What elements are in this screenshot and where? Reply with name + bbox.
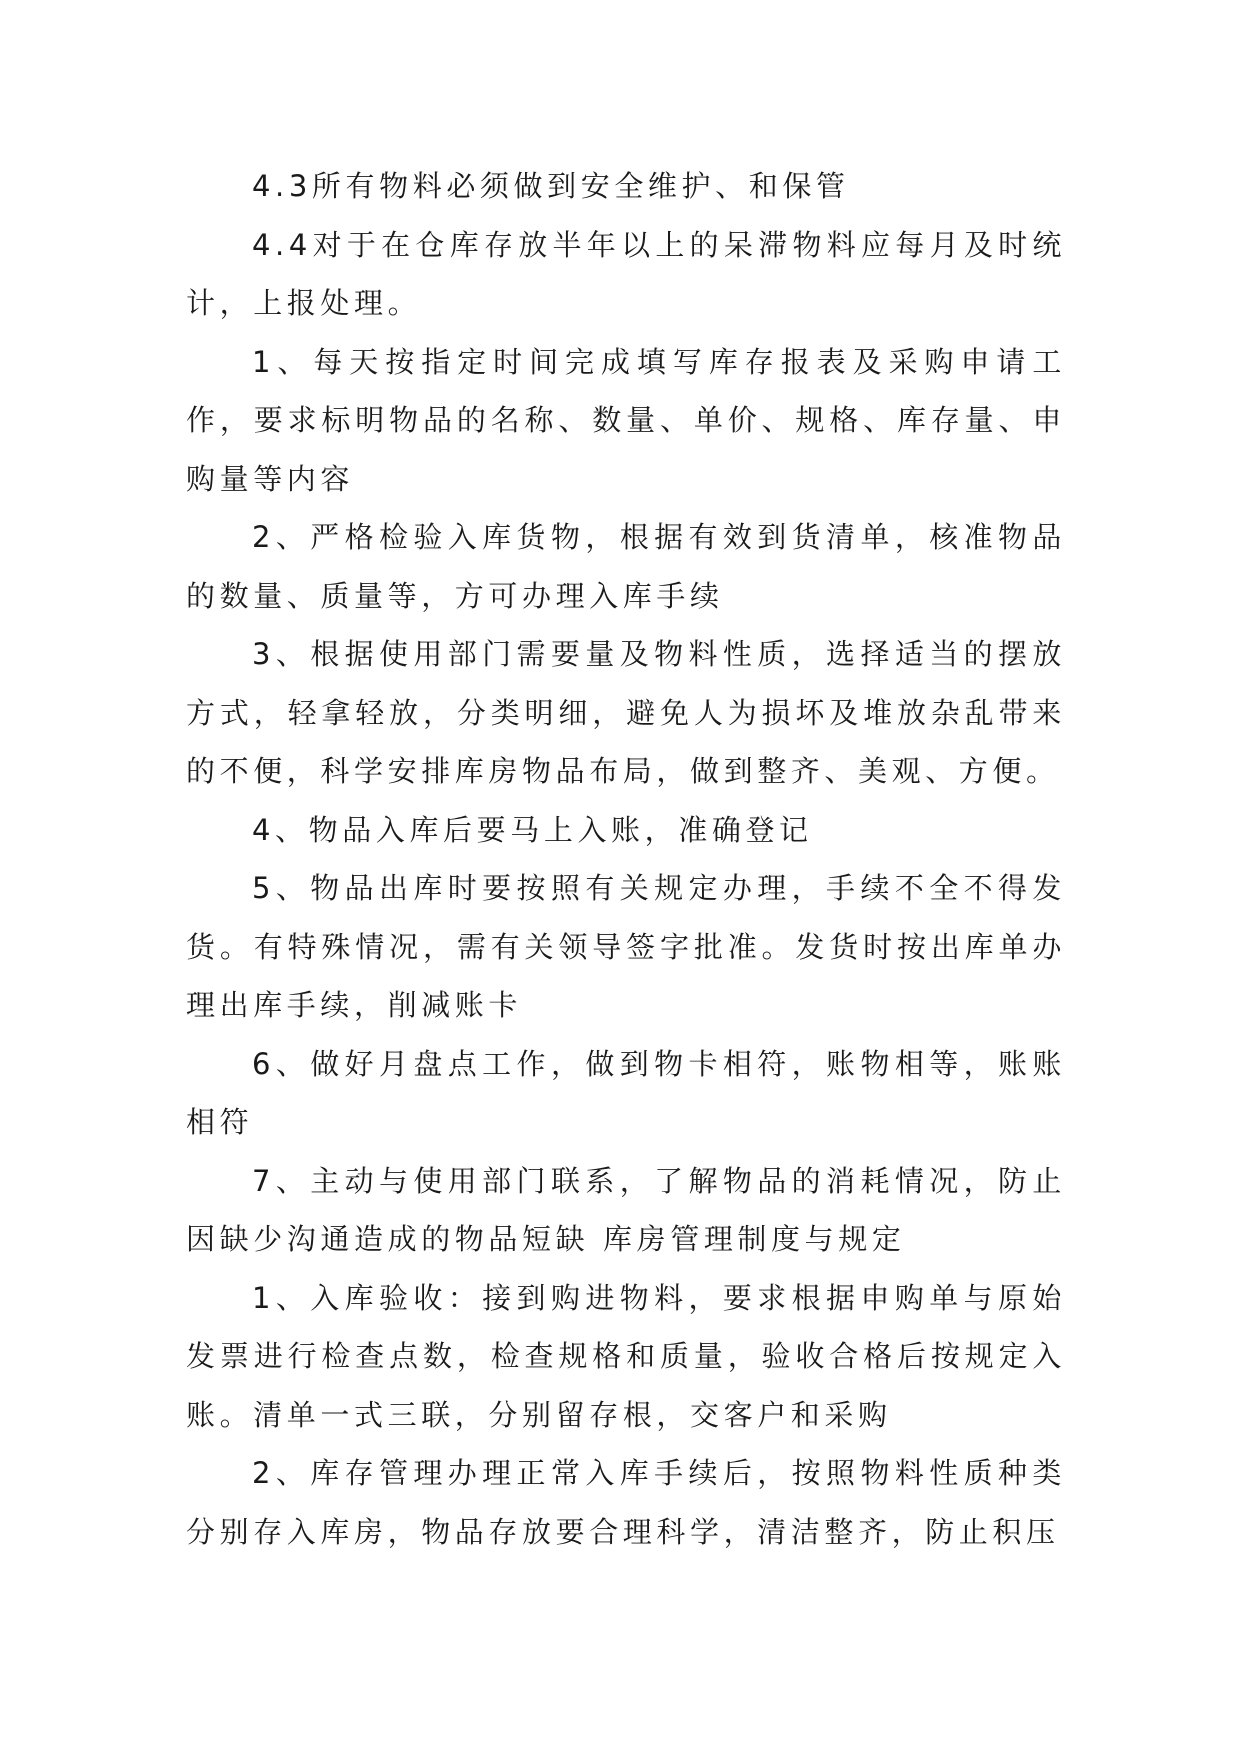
paragraph: 4.3所有物料必须做到安全维护、和保管 [252,169,850,203]
document-body [186,157,1066,1561]
paragraph: 1、每天按指定时间完成填写库存报表及采购申请工作，要求标明物品的名称、数量、单价、规格、库存量、申购量等内容 [186,344,1066,496]
paragraph: 7、主动与使用部门联系，了解物品的消耗情况，防止因缺少沟通造成的物品短缺 库房管理制度与规定 [186,1163,1066,1256]
paragraph: 4、物品入库后要马上入账，准确登记 [252,812,813,847]
paragraph: 3、根据使用部门需要量及物料性质，选择适当的摆放方式，轻拿轻放，分类明细，避免人为损坏及堆放杂乱带来的不便，科学安排库房物品布局，做到整齐、美观、方便。 [186,637,1066,788]
paragraph: 5、物品出库时要按照有关规定办理，手续不全不得发货。有特殊情况，需有关领导签字批准。发货时按出库单办理出库手续，削减账卡 [186,871,1066,1022]
paragraph: 1、入库验收：接到购进物料，要求根据申购单与原始发票进行检查点数，检查规格和质量，验收合格后按规定入账。清单一式三联，分别留存根，交客户和采购 [186,1280,1066,1432]
paragraph: 2、严格检验入库货物，根据有效到货清单，核准物品的数量、质量等，方可办理入库手续 [186,520,1066,613]
paragraph: 4.4对于在仓库存放半年以上的呆滞物料应每月及时统计，上报处理。 [186,227,1066,320]
paragraph: 6、做好月盘点工作，做到物卡相符，账物相等，账账相符 [186,1046,1066,1139]
paragraph: 2、库存管理办理正常入库手续后，按照物料性质种类分别存入库房，物品存放要合理科学，清洁整齐，防止积压 [186,1456,1066,1549]
